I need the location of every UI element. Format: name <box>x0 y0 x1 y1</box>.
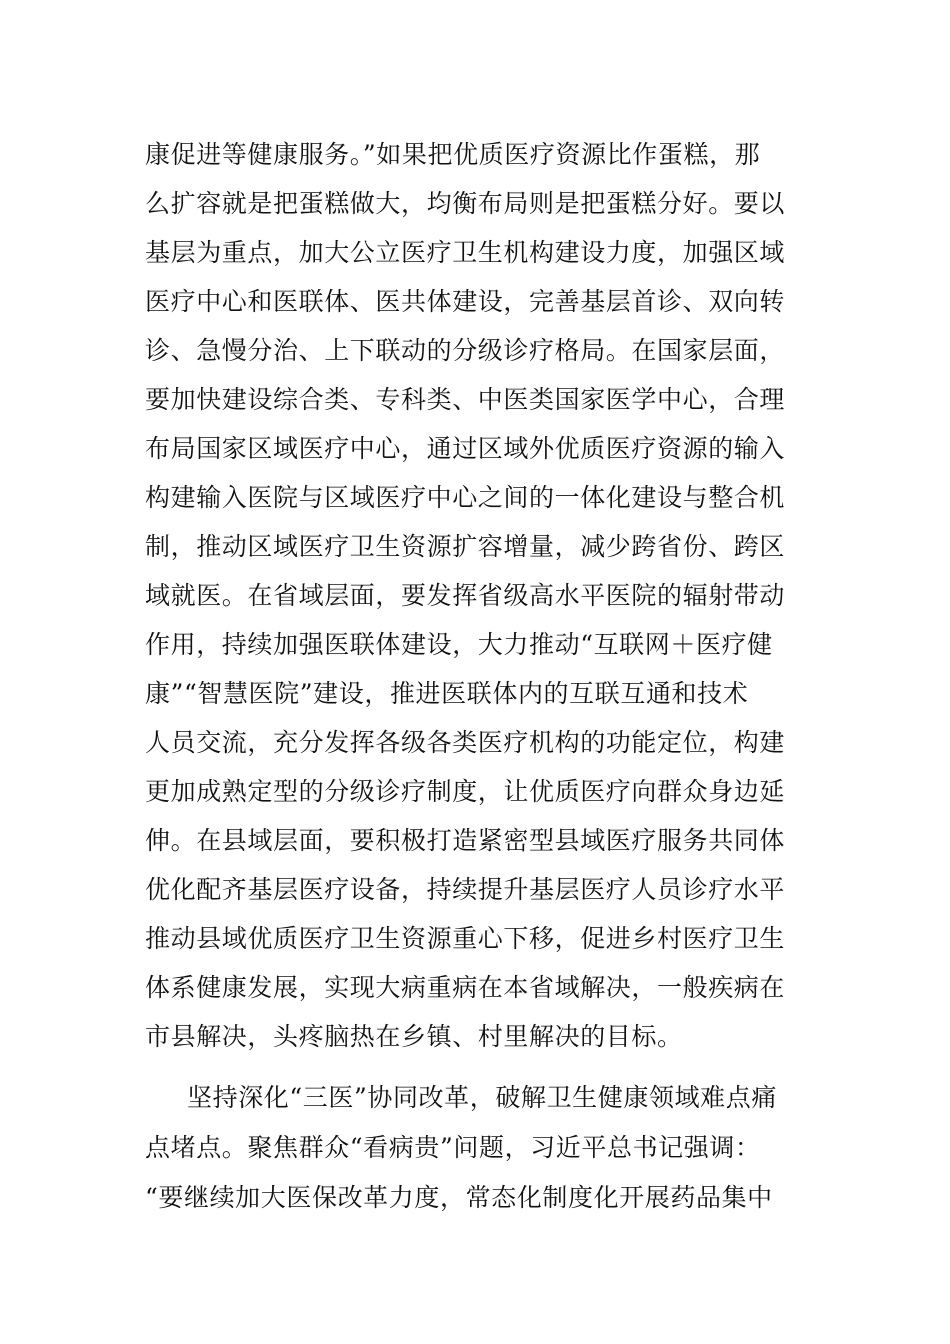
paragraph-1-line: 医疗中心和医联体、医共体建设，完善基层首诊、双向转 <box>145 287 786 316</box>
paragraph-1-line: 优化配齐基层医疗设备，持续提升基层医疗人员诊疗水平 <box>145 875 786 904</box>
paragraph-2 <box>145 1073 810 1233</box>
paragraph-1-line: 伸。在县域层面，要积极打造紧密型县域医疗服务共同体 <box>145 826 786 855</box>
paragraph-2-line: “要继续加大医保改革力度，常态化制度化开展药品集中 <box>145 1183 773 1212</box>
paragraph-1-line: 布局国家区域医疗中心，通过区域外优质医疗资源的输入 <box>145 434 786 463</box>
paragraph-1-line: 人员交流，充分发挥各级各类医疗机构的功能定位，构建 <box>145 728 786 757</box>
paragraph-1-line: 康促进等健康服务。”如果把优质医疗资源比作蛋糕，那 <box>145 140 761 169</box>
paragraph-1-line: 更加成熟定型的分级诊疗制度，让优质医疗向群众身边延 <box>145 777 786 806</box>
paragraph-2-line: 坚持深化“三医”协同改革，破解卫生健康领域难点痛 <box>187 1083 777 1112</box>
paragraph-1-line: 推动县域优质医疗卫生资源重心下移，促进乡村医疗卫生 <box>145 924 786 953</box>
paragraph-1-line: 诊、急慢分治、上下联动的分级诊疗格局。在国家层面， <box>145 336 786 365</box>
paragraph-2-line: 点堵点。聚焦群众“看病贵”问题，习近平总书记强调： <box>145 1133 761 1162</box>
paragraph-1-line: 制，推动区域医疗卫生资源扩容增量，减少跨省份、跨区 <box>145 532 786 561</box>
paragraph-1-line: 域就医。在省域层面，要发挥省级高水平医院的辐射带动 <box>145 581 786 610</box>
paragraph-1-line: 么扩容就是把蛋糕做大，均衡布局则是把蛋糕分好。要以 <box>145 189 786 218</box>
paragraph-1-line: 基层为重点，加大公立医疗卫生机构建设力度，加强区域 <box>145 238 786 267</box>
paragraph-1-line: 体系健康发展，实现大病重病在本省域解决，一般疾病在 <box>145 973 786 1002</box>
paragraph-1-line: 市县解决，头疼脑热在乡镇、村里解决的目标。 <box>145 1022 683 1051</box>
paragraph-1-line: 构建输入医院与区域医疗中心之间的一体化建设与整合机 <box>145 483 786 512</box>
paragraph-1-line: 要加快建设综合类、专科类、中医类国家医学中心，合理 <box>145 385 786 414</box>
paragraph-1-line: 作用，持续加强医联体建设，大力推动“互联网＋医疗健 <box>145 630 773 659</box>
paragraph-1-line: 康”“智慧医院”建设，推进医联体内的互联互通和技术 <box>145 679 749 708</box>
paragraph-1 <box>145 130 810 1080</box>
